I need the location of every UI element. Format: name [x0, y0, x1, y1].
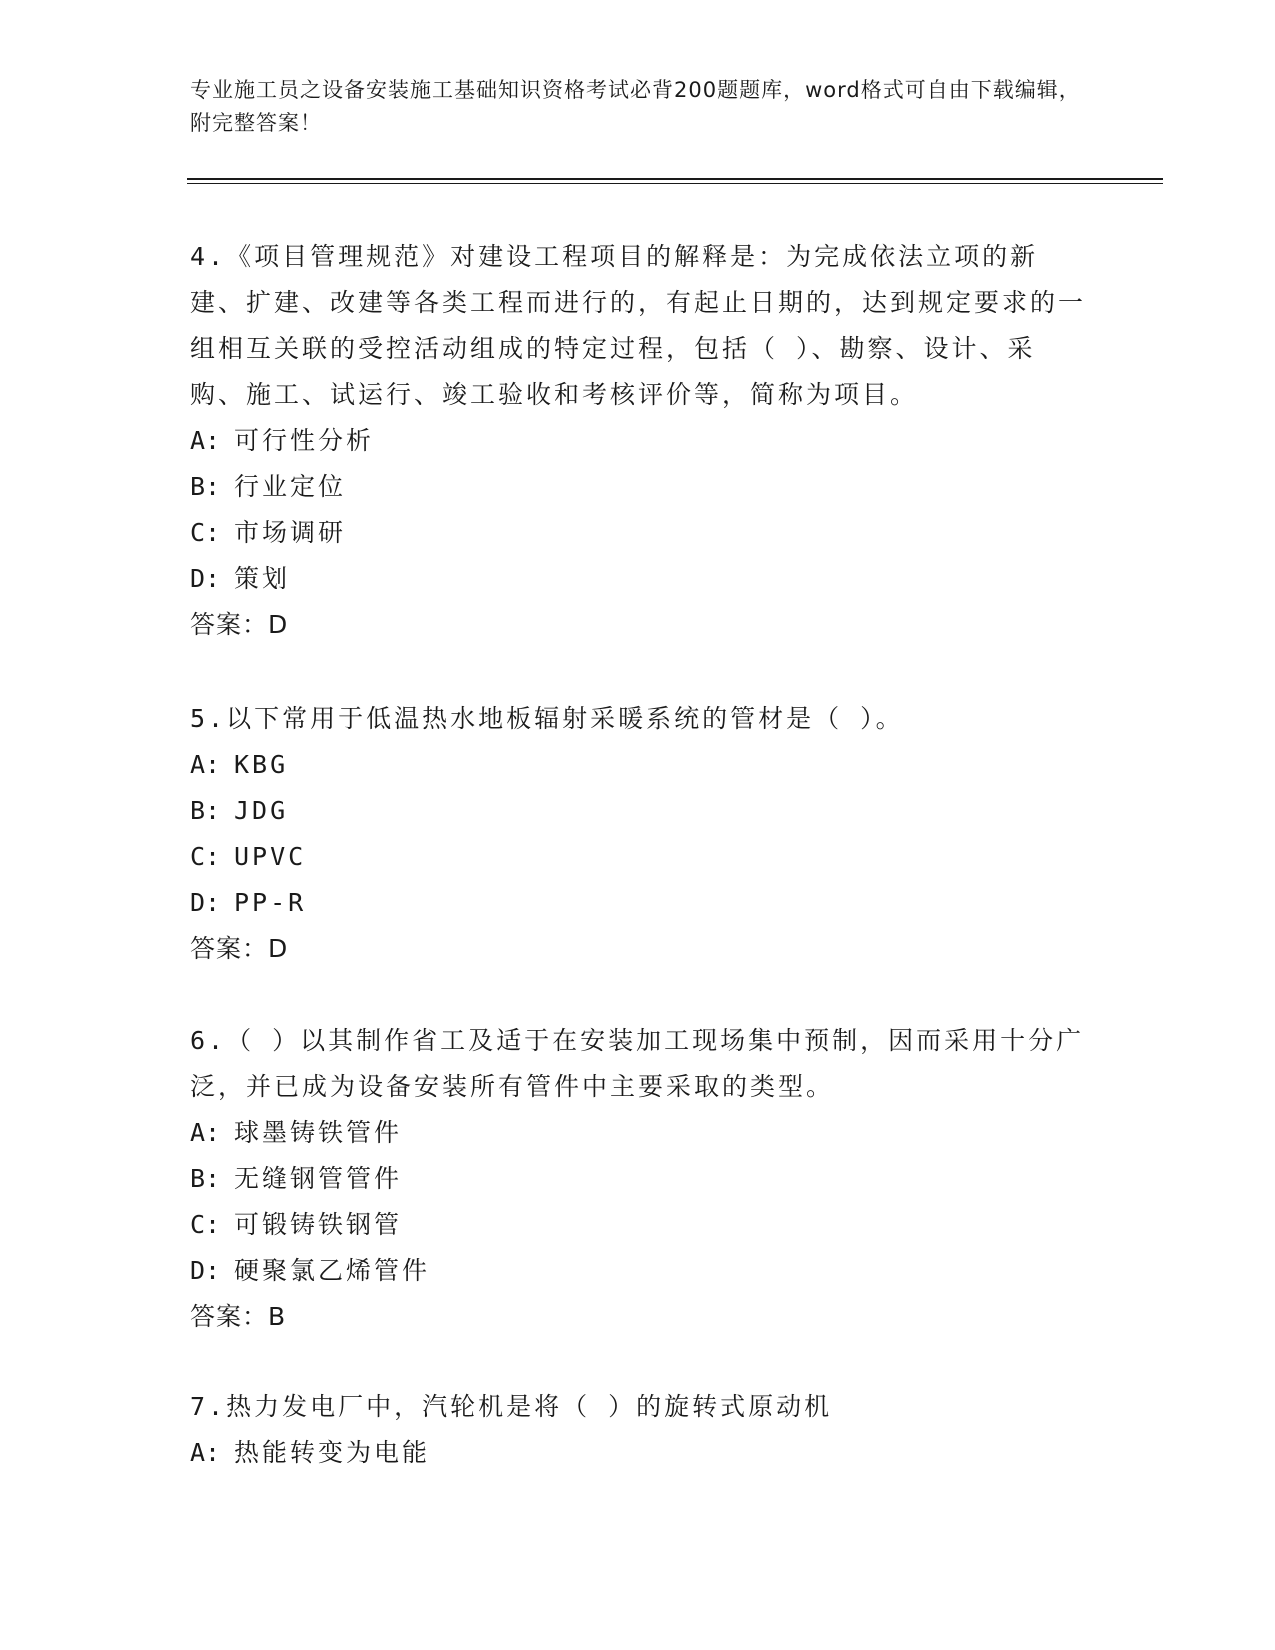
option-b	[190, 788, 1090, 834]
option-a	[190, 1110, 1090, 1156]
question-text	[190, 696, 1090, 742]
option-d	[190, 1248, 1090, 1294]
question-7	[190, 1384, 1090, 1476]
question-body: 热力发电厂中，汽轮机是将（ ）的旋转式原动机	[226, 1392, 833, 1421]
option-key: C:	[190, 1210, 221, 1239]
option-key: A:	[190, 750, 221, 779]
option-key: C:	[190, 842, 221, 871]
option-key: B:	[190, 1164, 221, 1193]
option-key: D:	[190, 888, 221, 917]
answer-line: 答案：B	[190, 1302, 287, 1331]
question-text	[190, 1384, 1090, 1430]
option-text: KBG	[234, 750, 289, 779]
option-c	[190, 834, 1090, 880]
option-text: 策划	[234, 564, 291, 593]
option-d	[190, 880, 1090, 926]
option-d	[190, 556, 1090, 602]
option-key: A:	[190, 1118, 221, 1147]
option-text: 球墨铸铁管件	[234, 1118, 403, 1147]
option-text: 无缝钢管管件	[234, 1164, 403, 1193]
header-title: 专业施工员之设备安装施工基础知识资格考试必背200题题库，word格式可自由下载编辑，附完整答案！	[190, 78, 1081, 135]
option-a	[190, 1430, 1090, 1476]
question-number: 6.	[190, 1026, 227, 1055]
option-text: 可锻铸铁钢管	[234, 1210, 403, 1239]
option-key: D:	[190, 564, 221, 593]
option-text: 行业定位	[234, 472, 347, 501]
option-key: C:	[190, 518, 221, 547]
question-6	[190, 1018, 1090, 1340]
option-key: B:	[190, 472, 221, 501]
question-number: 7.	[190, 1392, 227, 1421]
question-body: 《项目管理规范》对建设工程项目的解释是：为完成依法立项的新建、扩建、改建等各类工程而进行的，有起止日期的，达到规定要求的一组相互关联的受控活动组成的特定过程，包括（ ）、勘察、设计、采购、施工、试运行、竣工验收和考核评价等，简称为项目。	[190, 242, 1087, 409]
question-4	[190, 234, 1090, 648]
header-divider-thick	[187, 178, 1163, 180]
option-text: JDG	[234, 796, 289, 825]
question-number: 5.	[190, 704, 227, 733]
option-text: UPVC	[234, 842, 307, 871]
option-text: 热能转变为电能	[234, 1438, 431, 1467]
answer-line: 答案：D	[190, 610, 289, 639]
option-b	[190, 1156, 1090, 1202]
option-c	[190, 510, 1090, 556]
option-text: 市场调研	[234, 518, 347, 547]
option-text: 可行性分析	[234, 426, 375, 455]
option-a	[190, 418, 1090, 464]
question-5	[190, 696, 1090, 972]
option-key: B:	[190, 796, 221, 825]
option-a	[190, 742, 1090, 788]
option-text: PP-R	[234, 888, 307, 917]
question-text	[190, 234, 1090, 418]
option-text: 硬聚氯乙烯管件	[234, 1256, 431, 1285]
answer-line: 答案：D	[190, 934, 289, 963]
document-header	[190, 74, 1090, 140]
option-b	[190, 464, 1090, 510]
header-divider-thin	[187, 183, 1163, 184]
question-body: 以下常用于低温热水地板辐射采暖系统的管材是（ ）。	[226, 704, 904, 733]
question-text	[190, 1018, 1090, 1110]
option-key: A:	[190, 1438, 221, 1467]
option-key: D:	[190, 1256, 221, 1285]
question-number: 4.	[190, 242, 227, 271]
question-body: （ ）以其制作省工及适于在安装加工现场集中预制，因而采用十分广泛，并已成为设备安装所有管件中主要采取的类型。	[190, 1026, 1085, 1101]
option-c	[190, 1202, 1090, 1248]
option-key: A:	[190, 426, 221, 455]
